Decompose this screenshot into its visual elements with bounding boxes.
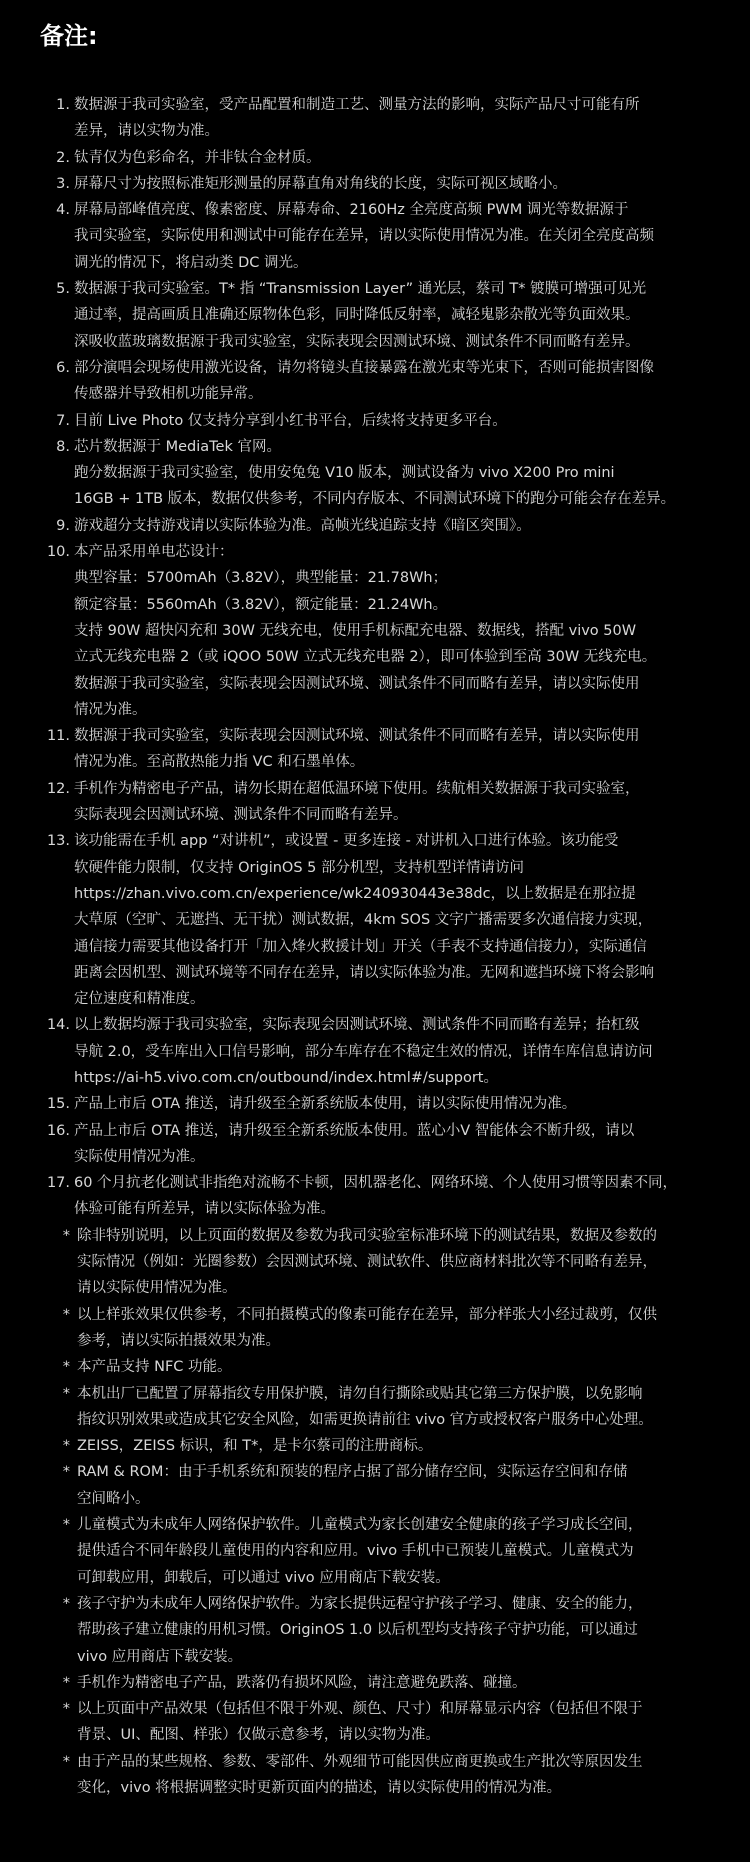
note-line: 由于产品的某些规格、参数、零部件、外观细节可能因供应商更换或生产批次等原因发生 bbox=[77, 1753, 643, 1770]
note-text bbox=[71, 1012, 730, 1091]
note-line: 数据源于我司实验室，受产品配置和制造工艺、测量方法的影响，实际产品尺寸可能有所 bbox=[74, 97, 640, 113]
note-item bbox=[40, 1302, 730, 1355]
note-marker: * bbox=[62, 1701, 70, 1718]
note-item bbox=[40, 171, 730, 197]
note-line: 指纹识别效果或造成其它安全风险，如需更换请前往 vivo 官方或授权客户服务中心处理。 bbox=[77, 1411, 653, 1428]
note-text bbox=[74, 1696, 730, 1749]
note-marker: 2. bbox=[56, 149, 70, 166]
note-item bbox=[40, 1012, 730, 1091]
note-text bbox=[74, 1670, 730, 1696]
note-line: 实际情况（例如：光圈参数）会因测试环境、测试软件、供应商材料批次等不同略有差异， bbox=[77, 1254, 657, 1271]
note-line: 芯片数据源于 MediaTek 官网。 bbox=[74, 438, 281, 455]
page-title: 备注: bbox=[40, 22, 98, 50]
note-line: 手机作为精密电子产品，跌落仍有损坏风险，请注意避免跌落、碰撞。 bbox=[77, 1674, 527, 1691]
note-line: 差异，请以实物为准。 bbox=[74, 123, 219, 140]
note-line: 目前 Live Photo 仅支持分享到小红书平台，后续将支持更多平台。 bbox=[74, 412, 507, 429]
note-line: RAM & ROM：由于手机系统和预装的程序占据了部分储存空间，实际运存空间和存储 bbox=[77, 1464, 628, 1481]
note-item bbox=[40, 723, 730, 776]
note-line: 导航 2.0，受车库出入口信号影响，部分车库存在不稳定生效的情况，详情车库信息请访问 bbox=[74, 1043, 653, 1060]
note-item bbox=[40, 539, 730, 723]
note-line: 距离会因机型、测试环境等不同存在差异，请以实际体验为准。无网和遮挡环境下将会影响 bbox=[74, 964, 654, 981]
note-line: 体验可能有所差异，请以实际体验为准。 bbox=[74, 1201, 335, 1218]
note-text bbox=[71, 276, 730, 355]
note-line: 以上数据均源于我司实验室，实际表现会因测试环境、测试条件不同而略有差异；抬杠级 bbox=[74, 1017, 640, 1034]
note-text bbox=[71, 776, 730, 829]
note-text bbox=[71, 723, 730, 776]
note-line: 情况为准。至高散热能力指 VC 和石墨单体。 bbox=[74, 754, 365, 771]
note-line: 数据源于我司实验室，实际表现会因测试环境、测试条件不同而略有差异，请以实际使用 bbox=[74, 728, 640, 745]
note-marker: * bbox=[62, 1438, 70, 1455]
note-item bbox=[40, 1696, 730, 1749]
note-marker: 11. bbox=[46, 728, 70, 745]
note-marker: * bbox=[62, 1595, 70, 1612]
note-marker: 9. bbox=[56, 517, 70, 534]
note-line: 变化，vivo 将根据调整实时更新页面内的描述，请以实际使用的情况为准。 bbox=[77, 1780, 562, 1796]
note-text bbox=[71, 1091, 730, 1117]
note-marker: 13. bbox=[46, 833, 70, 850]
note-line: 儿童模式为未成年人网络保护软件。儿童模式为家长创建安全健康的孩子学习成长空间， bbox=[77, 1517, 643, 1534]
note-line: 我司实验室，实际使用和测试中可能存在差异，请以实际使用情况为准。在关闭全亮度高频 bbox=[74, 228, 654, 245]
note-item bbox=[40, 197, 730, 276]
note-line: 典型容量：5700mAh（3.82V），典型能量：21.78Wh； bbox=[74, 570, 448, 587]
note-item bbox=[40, 1381, 730, 1434]
note-text bbox=[71, 197, 730, 276]
note-marker: 17. bbox=[46, 1175, 70, 1192]
note-line: 额定容量：5560mAh（3.82V），额定能量：21.24Wh。 bbox=[74, 596, 448, 613]
note-item bbox=[40, 513, 730, 539]
note-marker: * bbox=[62, 1517, 70, 1534]
note-line: 帮助孩子建立健康的用机习惯。OriginOS 1.0 以后机型均支持孩子守护功能，可以通过 bbox=[77, 1622, 638, 1639]
note-item bbox=[40, 1459, 730, 1512]
note-marker: * bbox=[62, 1674, 70, 1691]
note-line: https://ai-h5.vivo.com.cn/outbound/index.html#/support。 bbox=[74, 1069, 498, 1086]
note-line: 游戏超分支持游戏请以实际体验为准。高帧光线追踪支持《暗区突围》。 bbox=[74, 517, 531, 534]
note-marker: * bbox=[62, 1464, 70, 1481]
note-line: 屏幕尺寸为按照标准矩形测量的屏幕直角对角线的长度，实际可视区域略小。 bbox=[74, 175, 567, 192]
note-item bbox=[40, 276, 730, 355]
note-marker: 10. bbox=[46, 544, 70, 561]
note-item bbox=[40, 1433, 730, 1459]
note-text bbox=[71, 828, 730, 1012]
note-line: 本机出厂已配置了屏幕指纹专用保护膜，请勿自行撕除或贴其它第三方保护膜，以免影响 bbox=[77, 1385, 643, 1402]
note-item bbox=[40, 828, 730, 1012]
note-marker: 8. bbox=[56, 438, 70, 455]
note-item bbox=[40, 1091, 730, 1117]
note-line: 跑分数据源于我司实验室，使用安兔兔 V10 版本，测试设备为 vivo X200 Pro mini bbox=[74, 465, 615, 482]
note-text bbox=[71, 171, 730, 197]
note-text bbox=[74, 1459, 730, 1512]
note-line: 情况为准。 bbox=[74, 701, 147, 718]
note-item bbox=[40, 776, 730, 829]
note-line: 除非特别说明，以上页面的数据及参数为我司实验室标准环境下的测试结果，数据及参数的 bbox=[77, 1227, 657, 1244]
note-line: 本产品采用单电芯设计： bbox=[74, 544, 234, 561]
note-line: https://zhan.vivo.com.cn/experience/wk240930443e38dc，以上数据是在那拉提 bbox=[74, 885, 636, 902]
note-line: 通过率，提高画质且准确还原物体色彩，同时降低反射率，减轻鬼影杂散光等负面效果。 bbox=[74, 307, 640, 324]
note-marker: 3. bbox=[56, 175, 70, 192]
note-item bbox=[40, 1591, 730, 1670]
note-line: 传感器并导致相机功能异常。 bbox=[74, 386, 263, 403]
note-line: 数据源于我司实验室。T* 指 “Transmission Layer” 通光层，蔡司 T* 镀膜可增强可见光 bbox=[74, 281, 647, 298]
note-text bbox=[74, 1302, 730, 1355]
note-line: 手机作为精密电子产品，请勿长期在超低温环境下使用。续航相关数据源于我司实验室， bbox=[74, 780, 640, 797]
note-marker: 7. bbox=[56, 412, 70, 429]
note-text bbox=[71, 434, 730, 513]
note-text bbox=[74, 1512, 730, 1591]
note-text bbox=[71, 513, 730, 539]
note-text bbox=[71, 539, 730, 723]
note-line: 产品上市后 OTA 推送，请升级至全新系统版本使用，请以实际使用情况为准。 bbox=[74, 1096, 577, 1113]
note-line: 背景、UI、配图、样张）仅做示意参考，请以实物为准。 bbox=[77, 1727, 440, 1744]
note-item bbox=[40, 1223, 730, 1302]
note-line: 大草原（空旷、无遮挡、无干扰）测试数据，4km SOS 文字广播需要多次通信接力实现， bbox=[74, 912, 653, 929]
note-line: 实际使用情况为准。 bbox=[74, 1148, 205, 1165]
note-marker: 16. bbox=[46, 1122, 70, 1139]
note-line: 可卸载应用，卸载后，可以通过 vivo 应用商店下载安装。 bbox=[77, 1569, 450, 1586]
note-text bbox=[74, 1749, 730, 1802]
note-line: 软硬件能力限制，仅支持 OriginOS 5 部分机型，支持机型详情请访问 bbox=[74, 859, 524, 876]
note-line: 立式无线充电器 2（或 iQOO 50W 立式无线充电器 2），即可体验到至高 30W 无线充电。 bbox=[74, 649, 657, 666]
note-line: 以上页面中产品效果（包括但不限于外观、颜色、尺寸）和屏幕显示内容（包括但不限于 bbox=[77, 1701, 643, 1718]
note-text bbox=[71, 408, 730, 434]
note-line: 定位速度和精准度。 bbox=[74, 991, 205, 1008]
note-text bbox=[74, 1223, 730, 1302]
note-line: 屏幕局部峰值亮度、像素密度、屏幕寿命、2160Hz 全亮度高频 PWM 调光等数据源于 bbox=[74, 202, 629, 219]
note-marker: * bbox=[62, 1359, 70, 1376]
note-marker: 1. bbox=[56, 97, 70, 113]
note-item bbox=[40, 408, 730, 434]
note-line: 实际表现会因测试环境、测试条件不同而略有差异。 bbox=[74, 807, 408, 824]
note-line: 以上样张效果仅供参考，不同拍摄模式的像素可能存在差异，部分样张大小经过裁剪，仅供 bbox=[77, 1306, 657, 1323]
note-line: 数据源于我司实验室，实际表现会因测试环境、测试条件不同而略有差异，请以实际使用 bbox=[74, 675, 640, 692]
note-line: 参考，请以实际拍摄效果为准。 bbox=[77, 1332, 280, 1349]
note-item bbox=[40, 145, 730, 171]
note-line: 本产品支持 NFC 功能。 bbox=[77, 1359, 232, 1376]
note-text bbox=[74, 1381, 730, 1434]
note-line: 部分演唱会现场使用激光设备，请勿将镜头直接暴露在激光束等光束下，否则可能损害图像 bbox=[74, 359, 654, 376]
note-marker: 15. bbox=[46, 1096, 70, 1113]
note-line: 钛青仅为色彩命名，并非钛合金材质。 bbox=[74, 149, 321, 166]
note-line: ZEISS，ZEISS 标识，和 T*，是卡尔蔡司的注册商标。 bbox=[77, 1438, 433, 1455]
note-line: 请以实际使用情况为准。 bbox=[77, 1280, 237, 1297]
note-marker: 6. bbox=[56, 359, 70, 376]
note-text bbox=[74, 1354, 730, 1380]
note-item bbox=[40, 92, 730, 145]
note-line: 16GB + 1TB 版本，数据仅供参考，不同内存版本、不同测试环境下的跑分可能会存在差异。 bbox=[74, 491, 676, 508]
note-text bbox=[71, 1170, 730, 1223]
note-item bbox=[40, 1118, 730, 1171]
note-item bbox=[40, 1170, 730, 1223]
note-marker: * bbox=[62, 1306, 70, 1323]
note-text bbox=[74, 1433, 730, 1459]
note-line: vivo 应用商店下载安装。 bbox=[77, 1648, 243, 1665]
note-item bbox=[40, 355, 730, 408]
note-item bbox=[40, 1749, 730, 1802]
note-marker: * bbox=[62, 1385, 70, 1402]
note-line: 该功能需在手机 app “对讲机”，或设置 - 更多连接 - 对讲机入口进行体验。该功能受 bbox=[74, 833, 619, 850]
note-item bbox=[40, 1354, 730, 1380]
note-text bbox=[74, 1591, 730, 1670]
note-text bbox=[71, 1118, 730, 1171]
note-marker: 5. bbox=[56, 281, 70, 298]
notes-list bbox=[40, 92, 730, 1801]
note-text bbox=[71, 92, 730, 145]
note-marker: 14. bbox=[46, 1017, 70, 1034]
note-line: 深吸收蓝玻璃数据源于我司实验室，实际表现会因测试环境、测试条件不同而略有差异。 bbox=[74, 333, 640, 350]
note-item bbox=[40, 1670, 730, 1696]
note-line: 空间略小。 bbox=[77, 1490, 150, 1507]
note-line: 通信接力需要其他设备打开「加入烽火救援计划」开关（手表不支持通信接力），实际通信 bbox=[74, 938, 647, 955]
note-marker: 12. bbox=[46, 780, 70, 797]
note-marker: 4. bbox=[56, 202, 70, 219]
note-text bbox=[71, 355, 730, 408]
note-text bbox=[71, 145, 730, 171]
note-line: 60 个月抗老化测试非指绝对流畅不卡顿，因机器老化、网络环境、个人使用习惯等因素不同， bbox=[74, 1175, 678, 1192]
note-marker: * bbox=[62, 1227, 70, 1244]
note-line: 支持 90W 超快闪充和 30W 无线充电，使用手机标配充电器、数据线，搭配 vivo 50W bbox=[74, 622, 637, 639]
note-line: 产品上市后 OTA 推送，请升级至全新系统版本使用。蓝心小V 智能体会不断升级，请以 bbox=[74, 1122, 635, 1139]
note-line: 调光的情况下，将启动类 DC 调光。 bbox=[74, 254, 308, 271]
note-item bbox=[40, 434, 730, 513]
note-marker: * bbox=[62, 1753, 70, 1770]
note-line: 孩子守护为未成年人网络保护软件。为家长提供远程守护孩子学习、健康、安全的能力， bbox=[77, 1595, 643, 1612]
note-item bbox=[40, 1512, 730, 1591]
note-line: 提供适合不同年龄段儿童使用的内容和应用。vivo 手机中已预装儿童模式。儿童模式为 bbox=[77, 1543, 634, 1560]
